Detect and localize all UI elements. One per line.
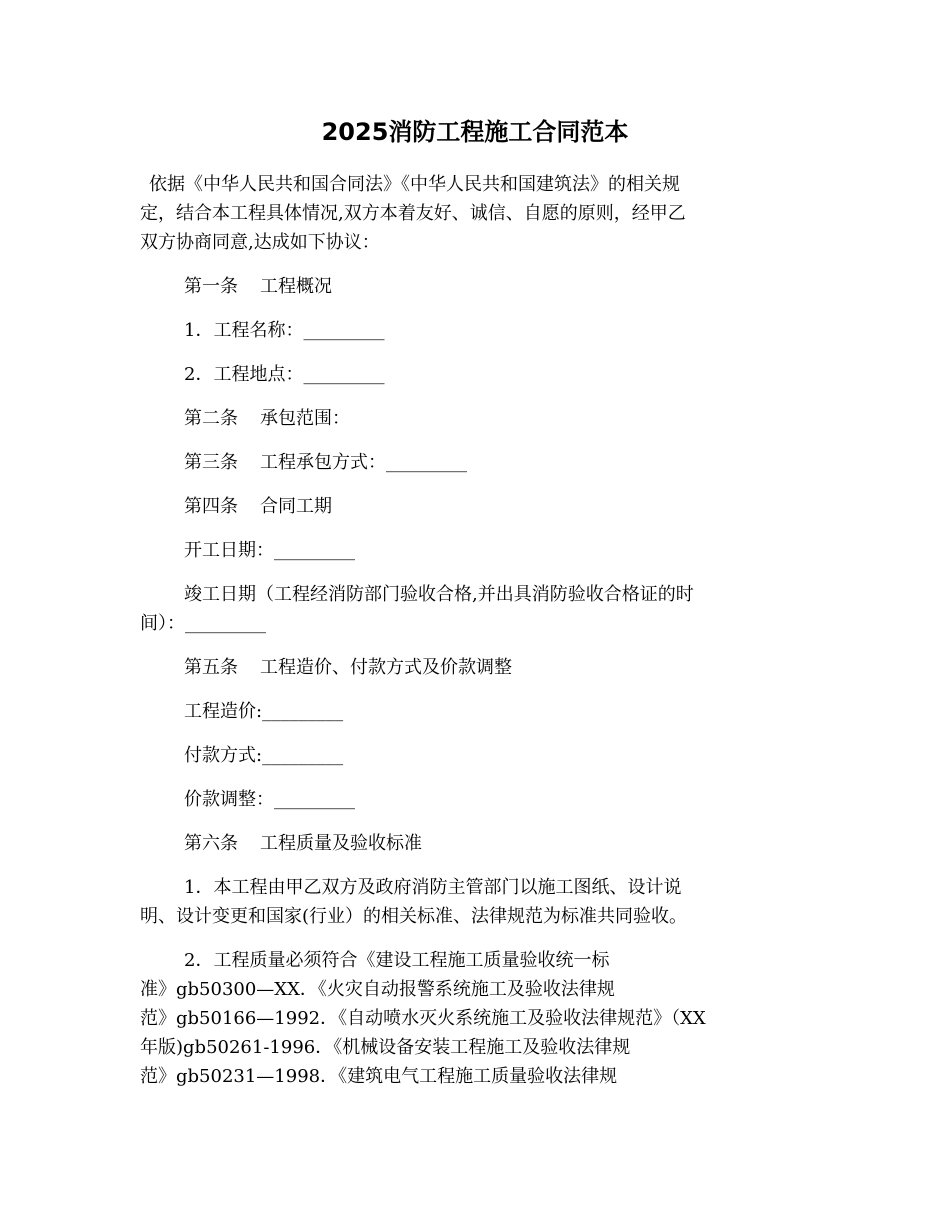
article-6-name: 工程质量及验收标准 xyxy=(260,833,422,854)
article-6-number: 第六条 xyxy=(184,833,238,854)
article-3-number: 第三条 xyxy=(184,452,238,473)
intro-paragraph xyxy=(140,170,810,257)
article-3-name: 工程承包方式： xyxy=(260,452,386,473)
clause-2-line-2: 准》gb50300—XX．《火灾自动报警系统施工及验收法律规 xyxy=(140,979,615,1000)
article-4-heading xyxy=(140,492,810,521)
project-name-label: 1．工程名称： xyxy=(184,320,304,341)
article-3-heading xyxy=(140,448,810,477)
cost-blank: _________ xyxy=(262,701,344,722)
clause-1-line-1: 1．本工程由甲乙双方及政府消防主管部门以施工图纸、设计说 xyxy=(184,877,682,898)
article-3-blank: _________ xyxy=(386,452,467,473)
completion-date-blank: _________ xyxy=(185,613,266,634)
intro-line-2: 定，结合本工程具体情况,双方本着友好、诚信、自愿的原则，经甲乙 xyxy=(140,203,686,224)
clause-2-line-4: 年版)gb50261-1996．《机械设备安装工程施工及验收法律规 xyxy=(140,1037,631,1058)
adjustment-label: 价款调整： xyxy=(184,789,274,810)
completion-date-line-1: 竣工日期（工程经消防部门验收合格,并出具消防验收合格证的时 xyxy=(184,584,694,605)
article-2-heading xyxy=(140,404,810,433)
completion-date-label: 间）： xyxy=(140,613,185,634)
project-location-field xyxy=(140,360,810,389)
article-4-name: 合同工期 xyxy=(260,496,332,517)
article-5-name: 工程造价、付款方式及价款调整 xyxy=(260,657,512,678)
document-body xyxy=(140,170,810,1106)
project-name-blank: _________ xyxy=(303,320,385,341)
start-date-blank: _________ xyxy=(274,540,355,561)
payment-field xyxy=(140,741,810,770)
completion-date-field xyxy=(140,580,810,638)
cost-field xyxy=(140,697,810,726)
adjustment-blank: _________ xyxy=(274,789,355,810)
cost-label: 工程造价: xyxy=(184,701,263,722)
project-location-label: 2．工程地点： xyxy=(184,364,304,385)
clause-2-line-3: 范》gb50166—1992．《自动喷水灭火系统施工及验收法律规范》（XX xyxy=(140,1008,706,1029)
clause-2-line-5: 范》gb50231—1998．《建筑电气工程施工质量验收法律规 xyxy=(140,1066,618,1087)
article-2-name: 承包范围： xyxy=(260,408,350,429)
intro-line-1: 依据《中华人民共和国合同法》《中华人民共和国建筑法》的相关规 xyxy=(149,174,680,195)
document-title: 2025消防工程施工合同范本 xyxy=(321,118,629,146)
article-1-number: 第一条 xyxy=(184,276,238,297)
clause-1-paragraph xyxy=(140,873,810,931)
payment-blank: _________ xyxy=(262,745,344,766)
clause-1-line-2: 明、设计变更和国家(行业）的相关标准、法律规范为标准共同验收。 xyxy=(140,906,688,927)
article-6-heading xyxy=(140,829,810,858)
clause-2-line-1: 2．工程质量必须符合《建设工程施工质量验收统一标 xyxy=(184,950,610,971)
article-1-heading xyxy=(140,272,810,301)
article-4-number: 第四条 xyxy=(184,496,238,517)
start-date-label: 开工日期： xyxy=(184,540,274,561)
article-2-number: 第二条 xyxy=(184,408,238,429)
article-5-number: 第五条 xyxy=(184,657,238,678)
clause-2-paragraph xyxy=(140,946,810,1091)
completion-date-line-2 xyxy=(140,609,810,638)
article-1-name: 工程概况 xyxy=(260,276,332,297)
adjustment-field xyxy=(140,785,810,814)
project-location-blank: _________ xyxy=(303,364,385,385)
payment-label: 付款方式: xyxy=(184,745,263,766)
article-5-heading xyxy=(140,653,810,682)
start-date-field xyxy=(140,536,810,565)
intro-line-3: 双方协商同意,达成如下协议： xyxy=(140,232,380,253)
project-name-field xyxy=(140,316,810,345)
